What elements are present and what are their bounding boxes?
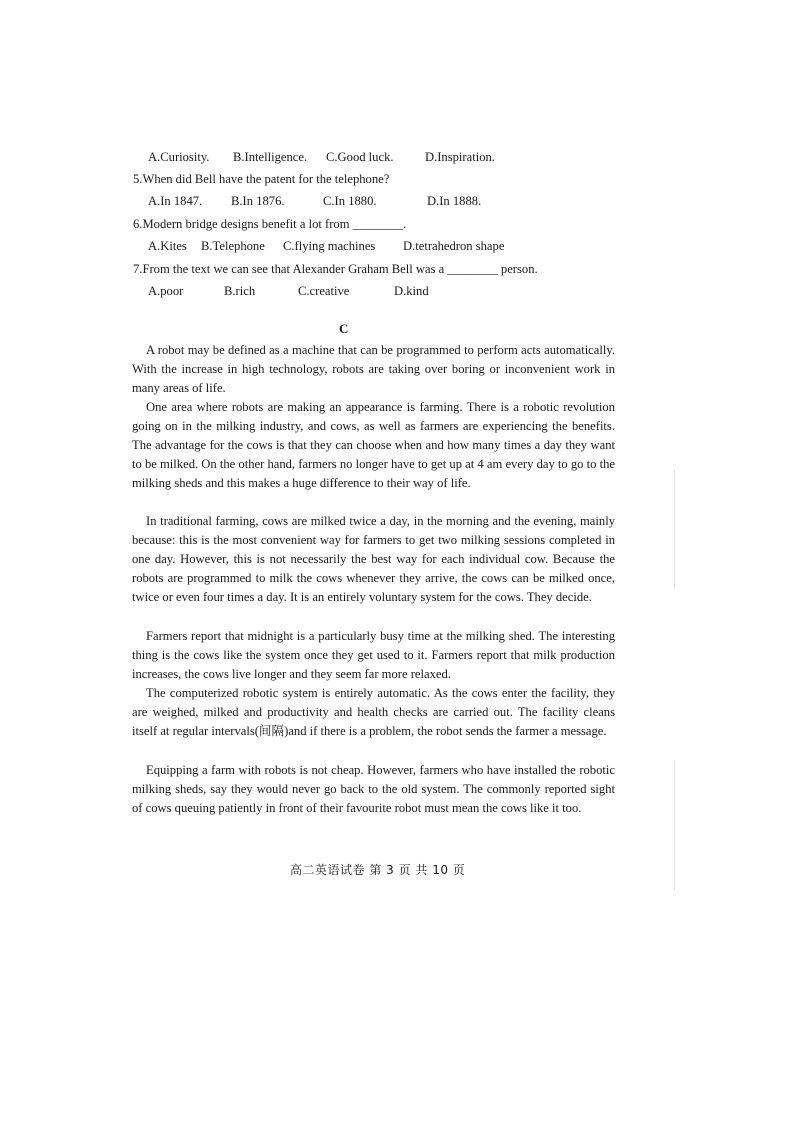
q7-option-d: D.kind xyxy=(394,284,429,298)
q7-option-a: A.poor xyxy=(148,284,184,298)
q5-stem: 5.When did Bell have the patent for the telephone? xyxy=(133,172,390,186)
q6-stem: 6.Modern bridge designs benefit a lot from ________. xyxy=(133,217,407,231)
page-footer: 高二英语试卷 第 3 页 共 10 页 xyxy=(290,863,466,877)
paragraph-text: Equipping a farm with robots is not cheap. However, farmers who have installed the robotic milking sheds, say they would never go back to the old system. The commonly reported sight of cows queuing patiently in front of their favourite robot must mean the cows like it too. xyxy=(132,763,615,816)
q4-option-b: B.Intelligence. xyxy=(233,150,308,164)
q5-option-c: C.In 1880. xyxy=(323,194,377,208)
passage-paragraph-2 xyxy=(132,398,615,493)
q4-option-a: A.Curiosity. xyxy=(148,150,210,164)
paragraph-text: A robot may be defined as a machine that can be programmed to perform acts automatically. With the increase in high technology, robots are taking over boring or inconvenient work in many areas of life. xyxy=(132,343,615,396)
passage-paragraph-4 xyxy=(132,627,615,684)
passage-paragraph-5 xyxy=(132,684,615,741)
q7-stem: 7.From the text we can see that Alexander Graham Bell was a ________ person. xyxy=(133,262,538,276)
q6-option-b: B.Telephone xyxy=(201,239,265,253)
scan-edge-mark xyxy=(674,470,675,590)
passage-paragraph-1 xyxy=(132,341,615,398)
scan-edge-mark xyxy=(674,760,675,890)
paragraph-text: One area where robots are making an appearance is farming. There is a robotic revolution going on in the milking industry, and cows, as well as farmers are experiencing the benefits. The advantage for the cows is that they can choose when and how many times a day they want to be milked. On the other hand, farmers no longer have to get up at 4 am every day to go to the milking sheds and this makes a huge difference to their way of life. xyxy=(132,400,615,491)
paragraph-text: Farmers report that midnight is a particularly busy time at the milking shed. The interesting thing is the cows like the system once they get used to it. Farmers report that milk production increases, the cows live longer and they seem far more relaxed. xyxy=(132,629,615,682)
paragraph-text: The computerized robotic system is entirely automatic. As the cows enter the facility, they are weighed, milked and productivity and health checks are carried out. The facility cleans itself at regular intervals(间隔)and if there is a problem, the robot sends the farmer a message. xyxy=(132,686,615,739)
q6-option-a: A.Kites xyxy=(148,239,187,253)
paragraph-text: In traditional farming, cows are milked twice a day, in the morning and the evening, mainly because: this is the most convenient way for farmers to get two milking sessions completed in one day. However, this is not necessarily the best way for each individual cow. Because the robots are programmed to milk the cows whenever they arrive, the cows can be milked once, twice or even four times a day. It is an entirely voluntary system for the cows. They decide. xyxy=(132,514,615,605)
q6-option-c: C.flying machines xyxy=(283,239,376,253)
q5-option-a: A.In 1847. xyxy=(148,194,203,208)
q6-option-d: D.tetrahedron shape xyxy=(403,239,505,253)
q7-option-c: C.creative xyxy=(298,284,350,298)
q5-option-b: B.In 1876. xyxy=(231,194,285,208)
q4-option-c: C.Good luck. xyxy=(326,150,394,164)
passage-paragraph-6 xyxy=(132,761,615,818)
q7-option-b: B.rich xyxy=(224,284,256,298)
q5-option-d: D.In 1888. xyxy=(427,194,482,208)
passage-title: C xyxy=(339,321,349,336)
q4-option-d: D.Inspiration. xyxy=(425,150,495,164)
passage-paragraph-3 xyxy=(132,512,615,607)
